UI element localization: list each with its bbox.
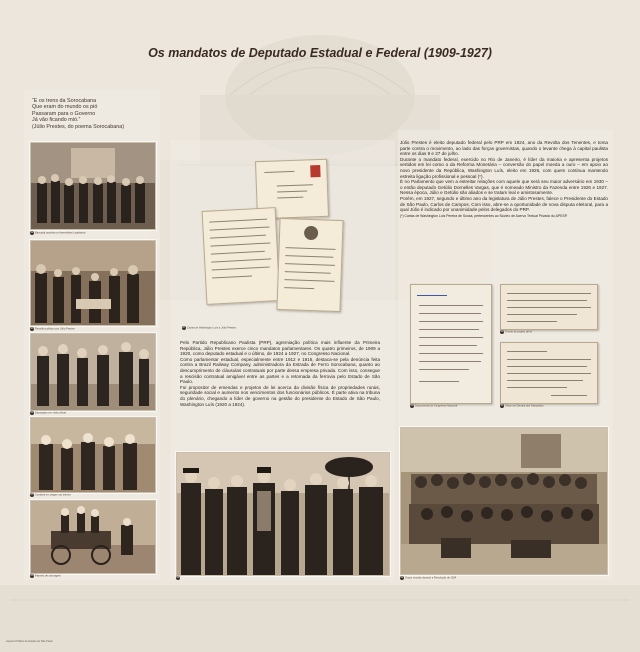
right-paragraph-3: É no Parlamento que vem a estreitar relações com aquele que será seu maior adversário em 1930 – o então deputado Getúlio Dornelles Vargas, que é nomeado Ministro da Fazenda entre 1926 e 1927. Nessa época, Júlio e Getúlio são aliados e se tratam leal e amistosamente. bbox=[400, 179, 608, 196]
page-title: Os mandatos de Deputado Estadual e Federal (1909-1927) bbox=[148, 46, 492, 60]
footnote: (*) Cartas de Washington Luís Pereira de Sousa, pertencentes ao Núcleo de Acervo Textual Privado do APESP. bbox=[400, 213, 568, 218]
caption-27: 27 Cartas de Washington Luís a Júlio Prestes bbox=[182, 326, 236, 330]
letter-official bbox=[276, 218, 343, 312]
photo-assembly bbox=[30, 142, 156, 230]
footer-credit: Arquivo Público do Estado de São Paulo bbox=[6, 640, 53, 643]
right-text bbox=[400, 140, 608, 218]
doc-congress-page bbox=[410, 284, 492, 404]
photo-julio-group bbox=[176, 452, 390, 576]
right-paragraph-1: Júlio Prestes é eleito deputado federal pelo PRP em 1924, ano da Revolta dos Tenentes, e toma parte contra o movimento, ao lado das forças governistas, quando o levante chega à capital paulista entre os dias 9 e 27 de julho. bbox=[400, 140, 608, 157]
caption-30: 30 Trecho do projeto de lei bbox=[500, 330, 533, 334]
epigraph-quote: “E os trens da Sorocabana Que eram do mundo os pió Passaram para o Governo Já vão ficando mió.” (Júlio Prestes, do poema Sorocabana) bbox=[32, 98, 124, 130]
caption-24: 24 Deputados em visita oficial bbox=[30, 411, 66, 415]
right-paragraph-4: Porém, em 1927, segundo e último ano da legislatura de Júlio Prestes, falece o Presidente do Estado de São Paulo, Carlos de Campos. Com isso, abre-se a oportunidade de nova disputa eleitoral, para a qual Júlio é indicado por unanimidade pelos delegados do PRP. bbox=[400, 195, 608, 213]
center-paragraph-1: Pelo Partido Republicano Paulista (PRP), agremiação política mais influente da Primeira República, Júlio Prestes exerce cinco mandatos parlamentares. Os quatro primeiros, de 1909 a 1920, como deputado estadual e o último, de 1924 a 1927, no Congresso Nacional. bbox=[180, 340, 380, 357]
photo-carriage bbox=[30, 500, 156, 574]
center-text bbox=[180, 340, 380, 407]
doc-chamber-letter bbox=[500, 342, 598, 404]
caption-25: 25 Comitiva em viagem ao interior bbox=[30, 493, 71, 497]
photo-deputies bbox=[30, 333, 156, 411]
caption-29: 29 Documentos do Congresso Nacional bbox=[410, 404, 458, 408]
center-paragraph-3: Foi propositor de emendas e projetos de lei acerca da divisão física de propriedades rurais, seguridade social e aumento nos vencimentos dos funcionários públicos. É parte ativa na tribuna do plenário, chegando a líder de governo na gestão do presidente do Estado de São Paulo, Washington Luís (1920 a 1924). bbox=[180, 384, 380, 407]
photo-meeting bbox=[30, 240, 156, 326]
photo-revolt-1924 bbox=[400, 427, 608, 575]
caption-22: 22 Bancada paulista na Assembleia Legislativa bbox=[30, 231, 86, 235]
center-paragraph-2: Como parlamentar estadual, especialmente entre 1912 e 1916, destaca-se pela denúncia feita contra a Brazil Railway Company, administradora da Estrada de Ferro Sorocabana, quanto ao descumprimento de cláusulas contratuais por parte dessa empresa privada. Com isso, consegue a rescisão contratual amigável entre as partes e a retomada da ferrovia pelo Estado de São Paulo. bbox=[180, 356, 380, 385]
caption-26: 26 Passeio de carruagem bbox=[30, 574, 61, 578]
doc-bill-excerpt bbox=[500, 284, 598, 330]
letter-handwritten bbox=[202, 207, 281, 305]
caption-32: 32 Grupo reunido durante a Revolução de 1924 bbox=[400, 576, 457, 580]
photo-entourage bbox=[30, 417, 156, 493]
caption-31: 31 Ofício da Câmara dos Deputados bbox=[500, 404, 544, 408]
right-paragraph-2: Durante o mandato federal, exercido no Rio de Janeiro, é líder da maioria e apresenta projetos vertidos em lei como o da Reforma Monetária – conversão do papel moeda a ouro – em apoio ao novo presidente da República, Washington Luís, eleito em 1926, com quem continua mantendo estreita ligação profissional e pessoal (*). bbox=[400, 156, 608, 179]
caption-28: 28 bbox=[176, 576, 180, 579]
caption-23: 23 Reunião política com Júlio Prestes bbox=[30, 327, 75, 331]
